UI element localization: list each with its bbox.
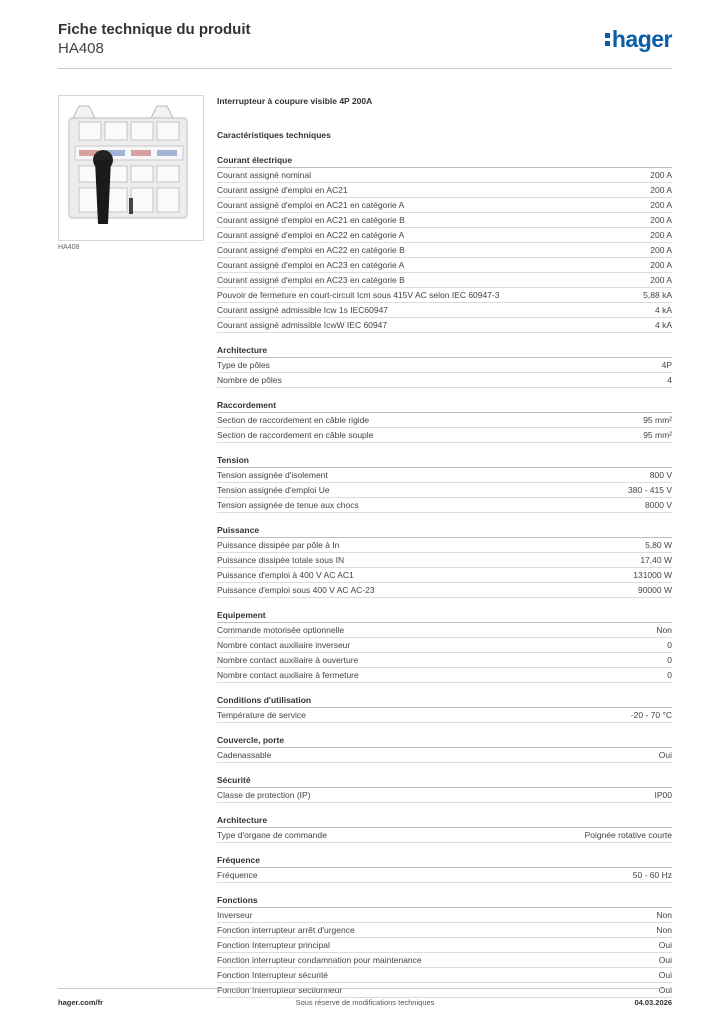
spec-value: 200 A xyxy=(650,245,672,255)
section-title: Puissance xyxy=(217,525,672,538)
spec-value: Oui xyxy=(658,955,672,965)
spec-row xyxy=(217,288,672,303)
switch-disconnector-illustration xyxy=(59,96,203,240)
spec-value: Poignée rotative courte xyxy=(584,830,672,840)
spec-label: Nombre contact auxiliaire inverseur xyxy=(217,640,351,650)
spec-row xyxy=(217,748,672,763)
spec-value: 5,80 W xyxy=(645,540,672,550)
section-title: Architecture xyxy=(217,345,672,358)
spec-row xyxy=(217,483,672,498)
spec-row xyxy=(217,553,672,568)
spec-label: Tension assignée d'isolement xyxy=(217,470,328,480)
section-title: Fréquence xyxy=(217,855,672,868)
spec-label: Type de pôles xyxy=(217,360,270,370)
spec-value: Non xyxy=(656,925,672,935)
spec-value: 200 A xyxy=(650,200,672,210)
spec-value: Oui xyxy=(658,985,672,995)
spec-value: Oui xyxy=(658,970,672,980)
spec-label: Fonction interrupteur condamnation pour maintenance xyxy=(217,955,422,965)
spec-value: 200 A xyxy=(650,275,672,285)
spec-row xyxy=(217,213,672,228)
spec-row xyxy=(217,228,672,243)
spec-row xyxy=(217,868,672,883)
page-title: Fiche technique du produit xyxy=(58,21,251,38)
footer-notice: Sous réserve de modifications techniques xyxy=(295,998,435,1007)
footer-divider xyxy=(58,988,672,989)
spec-row xyxy=(217,828,672,843)
spec-section xyxy=(217,895,672,998)
spec-label: Fréquence xyxy=(217,870,258,880)
spec-label: Courant assigné d'emploi en AC23 en catégorie A xyxy=(217,260,405,270)
spec-row xyxy=(217,358,672,373)
footer-website: hager.com/fr xyxy=(58,998,104,1007)
spec-value: 90000 W xyxy=(637,585,672,595)
spec-row xyxy=(217,243,672,258)
header-divider xyxy=(58,68,672,69)
spec-value: 200 A xyxy=(650,170,672,180)
spec-row xyxy=(217,953,672,968)
spec-row xyxy=(217,373,672,388)
logo-text: hager xyxy=(611,26,672,52)
spec-row xyxy=(217,708,672,723)
section-title: Sécurité xyxy=(217,775,672,788)
spec-section xyxy=(217,455,672,513)
image-caption: HA408 xyxy=(58,244,80,251)
spec-row xyxy=(217,968,672,983)
spec-value: 17,40 W xyxy=(640,555,672,565)
hager-logo xyxy=(605,26,672,53)
spec-section xyxy=(217,155,672,333)
spec-row xyxy=(217,168,672,183)
spec-value: Non xyxy=(656,910,672,920)
spec-value: 200 A xyxy=(650,260,672,270)
spec-label: Fonction Interrupteur principal xyxy=(217,940,330,950)
spec-label: Courant assigné d'emploi en AC22 en catégorie B xyxy=(217,245,405,255)
spec-label: Courant assigné nominal xyxy=(217,170,312,180)
product-name: Interrupteur à coupure visible 4P 200A xyxy=(217,96,373,106)
product-image xyxy=(58,95,204,241)
spec-value: 200 A xyxy=(650,185,672,195)
section-title: Equipement xyxy=(217,610,672,623)
spec-value: 800 V xyxy=(649,470,672,480)
spec-label: Nombre contact auxiliaire à ouverture xyxy=(217,655,359,665)
section-title: Raccordement xyxy=(217,400,672,413)
spec-row xyxy=(217,498,672,513)
spec-value: IP00 xyxy=(654,790,672,800)
spec-row xyxy=(217,923,672,938)
section-title: Conditions d'utilisation xyxy=(217,695,672,708)
spec-label: Fonction Interrupteur sécurité xyxy=(217,970,329,980)
spec-label: Puissance d'emploi sous 400 V AC AC-23 xyxy=(217,585,375,595)
spec-value: 4 xyxy=(667,375,672,385)
spec-label: Courant assigné admissible IcwW IEC 60947 xyxy=(217,320,388,330)
spec-section xyxy=(217,695,672,723)
spec-section xyxy=(217,345,672,388)
spec-label: Courant assigné admissible Icw 1s IEC60947 xyxy=(217,305,389,315)
spec-row xyxy=(217,318,672,333)
spec-section xyxy=(217,525,672,598)
section-title: Couvercle, porte xyxy=(217,735,672,748)
spec-label: Courant assigné d'emploi en AC21 xyxy=(217,185,348,195)
page-header xyxy=(58,20,672,70)
spec-row xyxy=(217,568,672,583)
spec-label: Nombre de pôles xyxy=(217,375,282,385)
spec-label: Température de service xyxy=(217,710,306,720)
spec-row xyxy=(217,183,672,198)
spec-value: Non xyxy=(656,625,672,635)
spec-value: 95 mm² xyxy=(643,430,672,440)
spec-label: Inverseur xyxy=(217,910,253,920)
spec-value: Oui xyxy=(658,750,672,760)
spec-label: Section de raccordement en câble souple xyxy=(217,430,374,440)
spec-section xyxy=(217,610,672,683)
spec-row xyxy=(217,273,672,288)
spec-value: 380 - 415 V xyxy=(628,485,672,495)
spec-value: Oui xyxy=(658,940,672,950)
spec-label: Pouvoir de fermeture en court-circuit Icm sous 415V AC selon IEC 60947-3 xyxy=(217,290,500,300)
tech-characteristics-title: Caractéristiques techniques xyxy=(217,130,331,140)
spec-sections xyxy=(217,155,672,998)
spec-label: Type d'organe de commande xyxy=(217,830,327,840)
spec-value: 4 kA xyxy=(654,305,672,315)
spec-value: 131000 W xyxy=(633,570,672,580)
spec-row xyxy=(217,938,672,953)
spec-section xyxy=(217,735,672,763)
product-code: HA408 xyxy=(58,40,104,57)
spec-row xyxy=(217,583,672,598)
spec-content xyxy=(217,95,672,998)
spec-row xyxy=(217,668,672,683)
spec-label: Cadenassable xyxy=(217,750,272,760)
section-title: Fonctions xyxy=(217,895,672,908)
spec-label: Puissance dissipée totale sous IN xyxy=(217,555,345,565)
spec-value: 8000 V xyxy=(645,500,672,510)
spec-label: Fonction Interrupteur sectionneur xyxy=(217,985,343,995)
spec-label: Puissance d'emploi à 400 V AC AC1 xyxy=(217,570,354,580)
spec-label: Courant assigné d'emploi en AC22 en catégorie A xyxy=(217,230,405,240)
spec-row xyxy=(217,428,672,443)
spec-value: 5,88 kA xyxy=(643,290,672,300)
spec-section xyxy=(217,815,672,843)
spec-label: Section de raccordement en câble rigide xyxy=(217,415,370,425)
spec-row xyxy=(217,198,672,213)
section-title: Tension xyxy=(217,455,672,468)
spec-row xyxy=(217,623,672,638)
spec-row xyxy=(217,258,672,273)
spec-label: Fonction interrupteur arrêt d'urgence xyxy=(217,925,355,935)
spec-label: Commande motorisée optionnelle xyxy=(217,625,345,635)
footer-date: 04.03.2026 xyxy=(634,998,672,1007)
spec-value: 200 A xyxy=(650,230,672,240)
spec-value: 0 xyxy=(667,655,672,665)
spec-value: 50 - 60 Hz xyxy=(632,870,672,880)
spec-row xyxy=(217,788,672,803)
spec-label: Nombre contact auxiliaire à fermeture xyxy=(217,670,359,680)
spec-value: 200 A xyxy=(650,215,672,225)
spec-row xyxy=(217,908,672,923)
spec-row xyxy=(217,303,672,318)
spec-value: 0 xyxy=(667,670,672,680)
spec-value: -20 - 70 °C xyxy=(630,710,672,720)
spec-value: 4P xyxy=(661,360,672,370)
spec-section xyxy=(217,775,672,803)
section-title: Courant électrique xyxy=(217,155,672,168)
spec-row xyxy=(217,653,672,668)
spec-row xyxy=(217,638,672,653)
spec-label: Courant assigné d'emploi en AC21 en catégorie A xyxy=(217,200,405,210)
spec-label: Courant assigné d'emploi en AC23 en catégorie B xyxy=(217,275,405,285)
spec-section xyxy=(217,855,672,883)
spec-row xyxy=(217,538,672,553)
spec-label: Puissance dissipée par pôle à In xyxy=(217,540,340,550)
spec-row xyxy=(217,983,672,998)
spec-label: Tension assignée d'emploi Ue xyxy=(217,485,330,495)
spec-row xyxy=(217,468,672,483)
spec-row xyxy=(217,413,672,428)
spec-label: Courant assigné d'emploi en AC21 en catégorie B xyxy=(217,215,405,225)
spec-label: Tension assignée de tenue aux chocs xyxy=(217,500,359,510)
logo-dots-icon xyxy=(605,29,611,47)
spec-section xyxy=(217,400,672,443)
spec-value: 0 xyxy=(667,640,672,650)
spec-label: Classe de protection (IP) xyxy=(217,790,311,800)
spec-value: 4 kA xyxy=(654,320,672,330)
section-title: Architecture xyxy=(217,815,672,828)
spec-value: 95 mm² xyxy=(643,415,672,425)
